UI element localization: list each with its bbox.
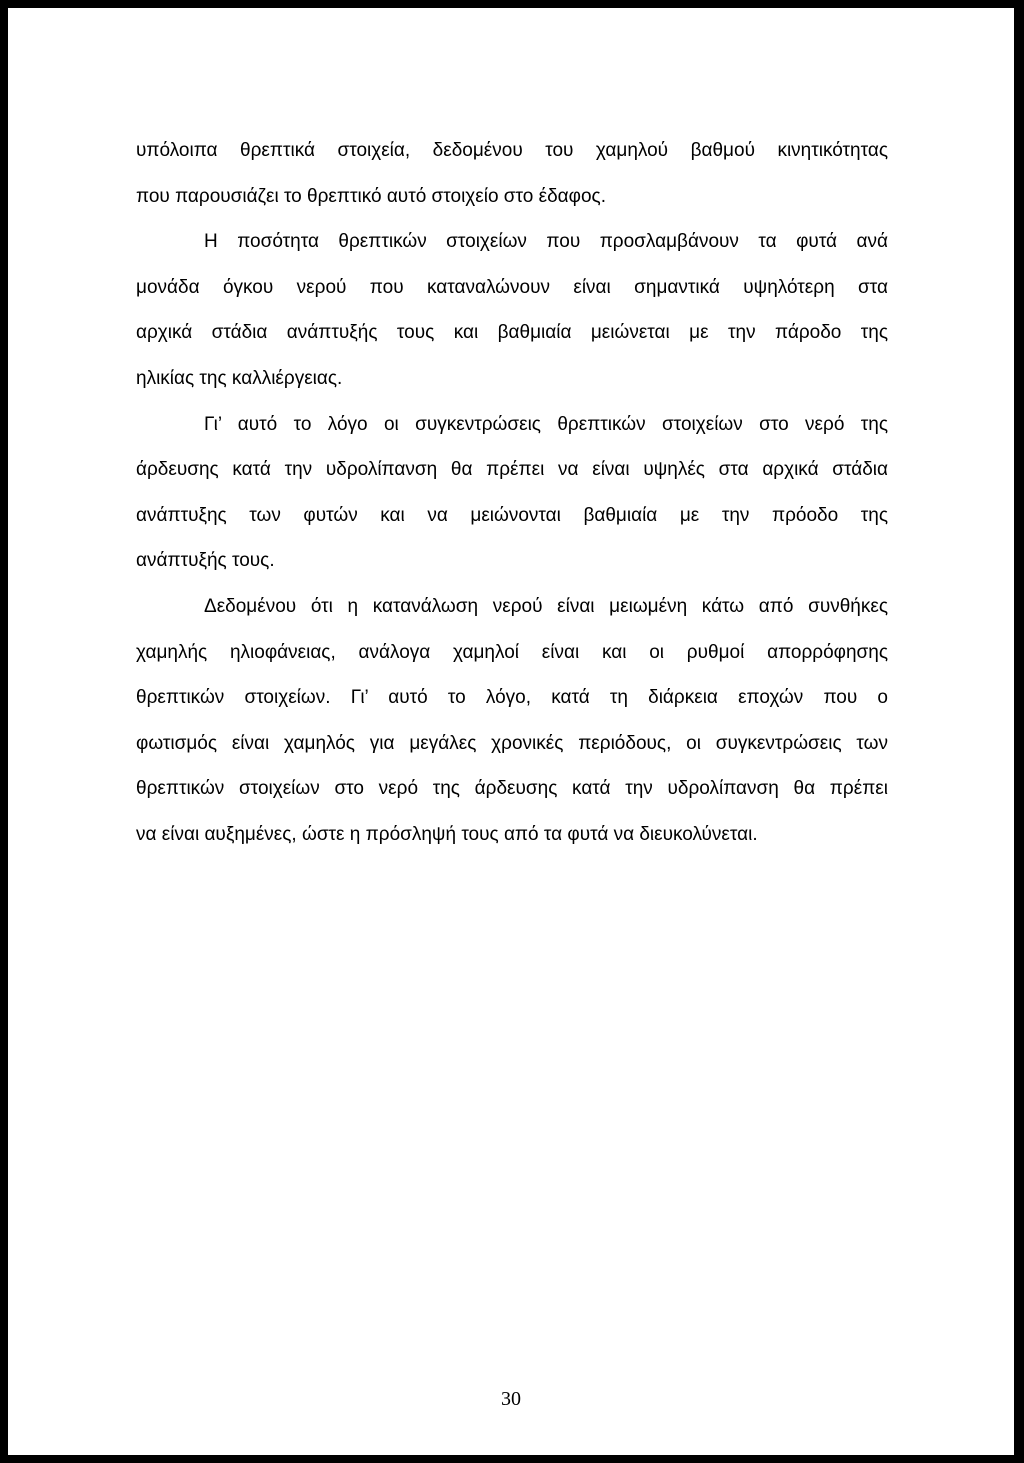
page-number: 30 <box>501 1388 521 1410</box>
text-line: Γι’ αυτό το λόγο οι συγκεντρώσεις θρεπτικών στοιχείων στο νερό της <box>204 413 888 435</box>
text-line: μονάδα όγκου νερού που καταναλώνουν είναι σημαντικά υψηλότερη στα <box>136 276 888 298</box>
text-line: υπόλοιπα θρεπτικά στοιχεία, δεδομένου του χαμηλού βαθμού κινητικότητας <box>136 140 888 161</box>
text-line: αρχικά στάδια ανάπτυξής τους και βαθμιαία μειώνεται με την πάροδο της <box>136 322 888 344</box>
body-text <box>136 128 888 858</box>
text-line: φωτισμός είναι χαμηλός για μεγάλες χρονικές περιόδους, οι συγκεντρώσεις των <box>136 732 888 754</box>
text-line: ανάπτυξης των φυτών και να μειώνονται βαθμιαία με την πρόοδο της <box>136 504 888 526</box>
text-line: Δεδομένου ότι η κατανάλωση νερού είναι μειωμένη κάτω από συνθήκες <box>204 595 888 617</box>
document-page <box>8 8 1014 1455</box>
text-line: θρεπτικών στοιχείων στο νερό της άρδευσης κατά την υδρολίπανση θα πρέπει <box>136 778 888 800</box>
text-line: άρδευσης κατά την υδρολίπανση θα πρέπει να είναι υψηλές στα αρχικά στάδια <box>136 459 888 481</box>
text-line: που παρουσιάζει το θρεπτικό αυτό στοιχείο στο έδαφος. <box>136 185 606 207</box>
text-line: ανάπτυξής τους. <box>136 550 275 572</box>
text-line: θρεπτικών στοιχείων. Γι’ αυτό το λόγο, κατά τη διάρκεια εποχών που ο <box>136 687 888 709</box>
text-line: χαμηλής ηλιοφάνειας, ανάλογα χαμηλοί είναι και οι ρυθμοί απορρόφησης <box>136 641 888 663</box>
text-line: Η ποσότητα θρεπτικών στοιχείων που προσλαμβάνουν τα φυτά ανά <box>204 231 888 253</box>
text-line: ηλικίας της καλλιέργειας. <box>136 367 343 389</box>
text-line: να είναι αυξημένες, ώστε η πρόσληψή τους από τα φυτά να διευκολύνεται. <box>136 823 758 845</box>
